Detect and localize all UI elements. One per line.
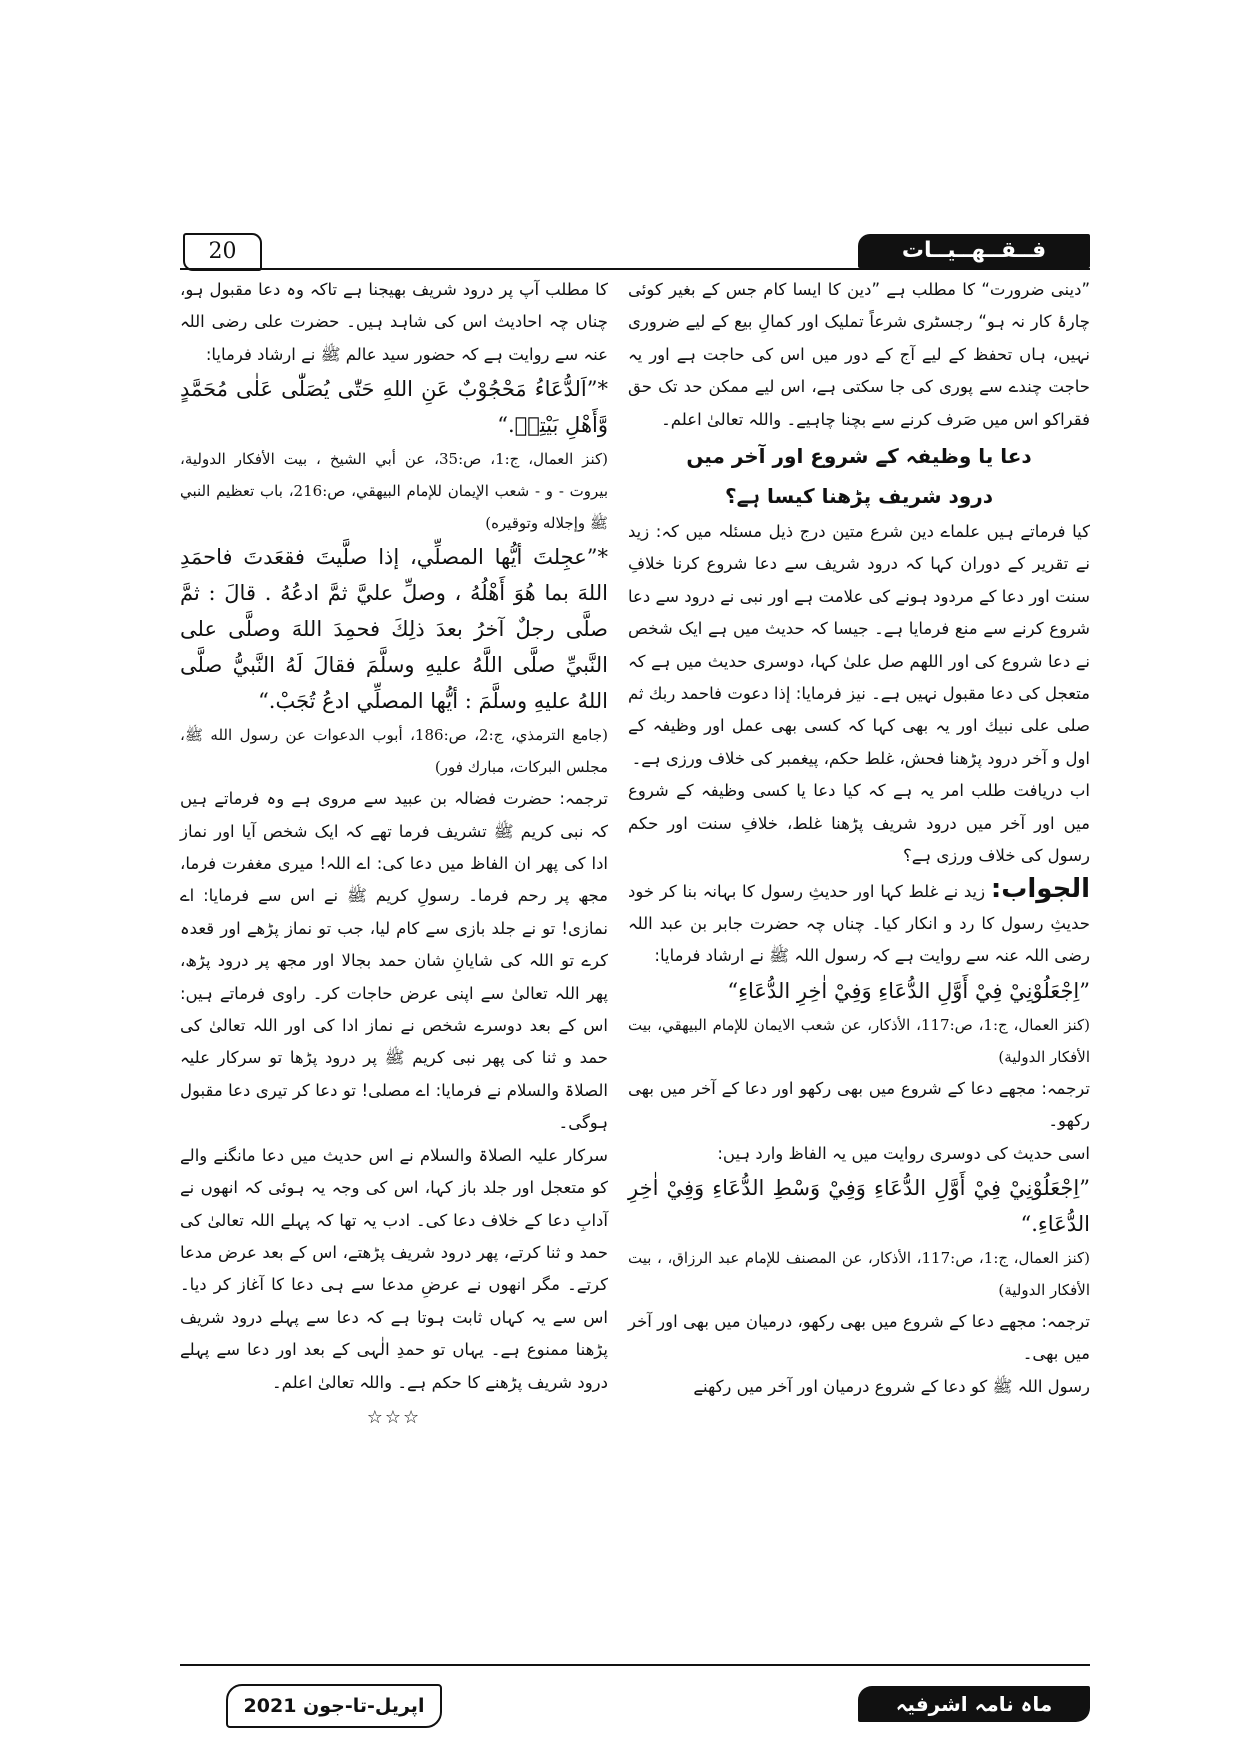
header-rule (180, 268, 1090, 270)
paragraph: رسول اللہ ﷺ کو دعا کے شروع درمیان اور آخر میں رکھنے (693, 1376, 1090, 1396)
reference: (كنز العمال، ج:1، ص:117، الأذكار، عن المصنف للإمام عبد الرزاق، ، بيت الأفكار الدولية) (628, 1248, 1090, 1299)
translation: ترجمہ: مجھے دعا کے شروع میں بھی رکھو اور دعا کے آخر میں بھی رکھو۔ (628, 1078, 1090, 1131)
section-heading: درود شریف پڑھنا کیسا ہے؟ (725, 484, 993, 509)
left-column (180, 274, 608, 1437)
end-ornament: ☆☆☆ (366, 1406, 422, 1428)
translation: ترجمہ: حضرت فضالہ بن عبید سے مروی ہے وہ فرماتے ہیں کہ نبی کریم ﷺ تشریف فرما تھے کہ ایک شخص آیا اور نماز ادا کی پھر ان الفاظ میں دعا کی: اے اللہ! میری مغفرت فرما، مجھ پر رحم فرما۔ رسولِ کریم ﷺ نے اس سے فرمایا: اے نمازی! تو نے جلد بازی سے کام لیا، جب تو نماز پڑھے اور قعدہ کرے تو اللہ کی شایانِ شان حمد بجالا اور مجھ پر درود پڑھ، پھر اللہ تعالیٰ سے اپنی عرض حاجات کر۔ راوی فرماتے ہیں: اس کے بعد دوسرے شخص نے نماز ادا کی اور اللہ تعالیٰ کی حمد و ثنا کی پھر نبی کریم ﷺ پر درود پڑھا تو سرکار علیہ الصلاۃ والسلام نے فرمایا: اے مصلی! تو دعا کر تیری دعا مقبول ہوگی۔ (180, 789, 608, 1133)
paragraph: ”دینی ضرورت“ کا مطلب ہے ”دین کا ایسا کام جس کے بغیر کوئی چارۂ کار نہ ہو“ رجسٹری شرعاً تملیک اور کمالِ بیع کے لیے ضروری نہیں، ہاں تحفظ کے لیے آج کے دور میں اس کی حاجت ہے اور یہ حاجت چندے سے پوری کی جا سکتی ہے، اس لیے ممکن حد تک حق فقراکو اس میں صَرف کرنے سے بچنا چاہیے۔ واللہ تعالیٰ اعلم۔ (628, 280, 1090, 429)
paragraph: سرکار علیہ الصلاۃ والسلام نے اس حدیث میں دعا مانگنے والے کو متعجل اور جلد باز کہا، اس کی وجہ یہ ہوئی کہ انھوں نے آدابِ دعا کے خلاف دعا کی۔ ادب یہ تھا کہ پہلے اللہ تعالیٰ کی حمد و ثنا کرتے، پھر درود شریف پڑھتے، اس کے بعد عرض مدعا کرتے۔ مگر انھوں نے عرضِ مدعا سے ہی دعا کا آغاز کر دیا۔ اس سے یہ کہاں ثابت ہوتا ہے کہ دعا سے پہلے درود شریف پڑھنا ممنوع ہے۔ یہاں تو حمدِ الٰہی کے بعد اور دعا سے پہلے درود شریف پڑھنے کا حکم ہے۔ واللہ تعالیٰ اعلم۔ (180, 1145, 608, 1392)
reference: (جامع الترمذي، ج:2، ص:186، أبوب الدعوات عن رسول الله ﷺ، مجلس البركات، مبارك فور) (180, 726, 608, 777)
translation: ترجمہ: مجھے دعا کے شروع میں بھی رکھو، درمیان میں بھی اور آخر میں بھی۔ (628, 1311, 1090, 1364)
question-paragraph: اب دریافت طلب امر یہ ہے کہ کیا دعا یا کسی وظیفہ کے شروع میں اور آخر میں درود شریف پڑھنا غلط، خلافِ سنت اور حکم رسول کی خلاف ورزی ہے؟ (628, 781, 1090, 866)
arabic-quote: ”اِجْعَلُوْنِيْ فِيْ أَوَّلِ الدُّعَاءِ وَفِيْ اٰخِرِ الدُّعَاءِ“ (727, 978, 1090, 1003)
paragraph: اسی حدیث کی دوسری روایت میں یہ الفاظ وارد ہیں: (717, 1143, 1090, 1163)
reference: (كنز العمال، ج:1، ص:35، عن أبي الشيخ ، بيت الأفكار الدولية، بيروت - و - شعب الإيمان للإمام البيهقي، ص:216، باب تعظيم النبي ﷺ وإجلاله وتوقيره) (180, 450, 609, 533)
answer-text: زید نے غلط کہا اور حدیثِ رسول کا بہانہ بنا کر خود حدیثِ رسول کا رد و انکار کیا۔ چناں چہ حضرت جابر بن عبد اللہ رضی اللہ عنہ سے روایت ہے کہ رسول اللہ ﷺ نے ارشاد فرمایا: (628, 881, 1090, 966)
question-paragraph: کیا فرماتے ہیں علماے دین شرع متین درج ذیل مسئلہ میں کہ: زید نے تقریر کے دوران کہا کہ درود شریف سے دعا شروع کرنا خلافِ سنت اور دعا کے مردود ہونے کی علامت ہے اور نبی نے درود سے دعا شروع کرنے سے منع فرمایا ہے۔ جیسا کہ حدیث میں ہے ایک شخص نے دعا شروع کی اور اللھم صل علیٰ کہا، دوسری حدیث میں ہے کہ متعجل کی دعا مقبول نہیں ہے۔ نیز فرمایا: إذا دعوت فاحمد ربك ثم صلی علی نبيك اور یہ بھی کہا کہ کسی بھی عمل اور وظیفہ کے اول و آخر درود پڑھنا فحش، غلط حکم، پیغمبر کی خلاف ورزی ہے۔ (628, 522, 1090, 768)
arabic-quote: *”اَلدُّعَاءُ مَحْجُوْبٌ عَنِ اللهِ حَتّٰى يُصَلّٰى عَلٰى مُحَمَّدٍ وَّأَهْلِ بَيْتِهٖ.“ (180, 377, 608, 438)
issue-date: اپریل-تا-جون 2021 (226, 1684, 442, 1728)
reference: (كنز العمال، ج:1، ص:117، الأذكار، عن شعب الايمان للإمام البيهقي، بيت الأفكار الدولية) (628, 1015, 1090, 1066)
page-number: 20 (183, 233, 262, 271)
paragraph: کا مطلب آپ پر درود شریف بھیجنا ہے تاکہ وہ دعا مقبول ہو، چناں چہ احادیث اس کی شاہد ہیں۔ حضرت علی رضی اللہ عنہ سے روایت ہے کہ حضور سید عالم ﷺ نے ارشاد فرمایا: (180, 280, 608, 364)
footer-rule (180, 1664, 1090, 1666)
arabic-quote: *”عجِلتَ أيُّها المصلِّي، إذا صلَّيتَ فقعَدتَ فاحمَدِ اللهَ بما هُوَ أَهْلُهُ ، وصلِّ عليَّ ثمَّ ادعُهُ . قالَ : ثمَّ صلَّى رجلٌ آخرُ بعدَ ذلِكَ فحمِدَ اللهَ وصلَّى على النَّبيِّ صلَّى اللَّهُ عليهِ وسلَّمَ فقالَ لَهُ النَّبيُّ صلَّى اللهُ عليهِ وسلَّمَ : أيُّها المصلِّي ادعُ تُجَبْ.“ (180, 545, 608, 714)
arabic-quote: ”اِجْعَلُوْنِيْ فِيْ أَوَّلِ الدُّعَاءِ وَفِيْ وَسْطِ الدُّعَاءِ وَفِيْ اٰخِرِ الدُّعَاءِ.“ (628, 1175, 1090, 1236)
magazine-name: ماہ نامہ اشرفیہ (858, 1686, 1090, 1722)
answer-paragraph (628, 873, 1090, 973)
answer-label: الجواب: (990, 873, 1090, 904)
right-column (628, 274, 1090, 1403)
section-tag: فــقــهــيــات (858, 234, 1090, 268)
section-heading: دعا یا وظیفہ کے شروع اور آخر میں (686, 444, 1032, 469)
